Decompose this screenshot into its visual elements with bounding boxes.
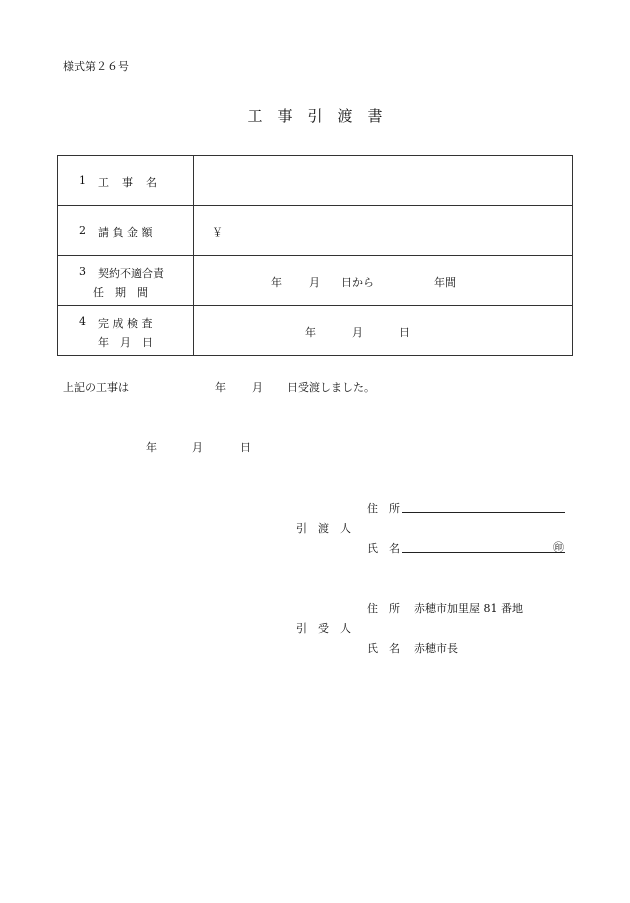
deliverer-name-field[interactable] xyxy=(402,538,565,553)
label-construction-name: 工 事 名 xyxy=(98,176,158,189)
label-cell xyxy=(58,156,194,206)
value-construction-name[interactable] xyxy=(194,156,573,206)
form-number: 様式第２６号 xyxy=(63,60,129,73)
label-warranty-line2: 任 期 間 xyxy=(93,286,148,299)
label-inspection-line1: 完 成 検 査 xyxy=(98,317,153,330)
label-cell xyxy=(58,306,194,356)
table-row-contract-amount xyxy=(58,206,573,256)
row-number: 2 xyxy=(79,224,86,237)
receiver-address-label: 住 所 xyxy=(367,602,400,615)
deliverer-address-field[interactable] xyxy=(402,498,565,513)
label-inspection-line2: 年 月 日 xyxy=(98,336,153,349)
deliverer-name-label: 氏 名 xyxy=(367,542,400,555)
document-title: 工事引渡書 xyxy=(247,107,398,125)
value-contract-amount[interactable] xyxy=(194,206,573,256)
value-warranty-period[interactable]: 年 月 日から 年間 xyxy=(194,256,573,306)
row-number: 3 xyxy=(79,265,86,278)
statement-year: 年 xyxy=(215,381,226,394)
statement-month: 月 xyxy=(252,381,263,394)
receiver-name-label: 氏 名 xyxy=(367,642,400,655)
label-cell xyxy=(58,256,194,306)
date-year: 年 xyxy=(146,441,157,454)
statement-prefix: 上記の工事は xyxy=(63,381,129,394)
receiver-address-value: 赤穂市加里屋 81 番地 xyxy=(414,602,523,615)
row-number: 1 xyxy=(79,174,86,187)
label-cell xyxy=(58,206,194,256)
date-day: 日 xyxy=(240,441,251,454)
table-row-completion-inspection xyxy=(58,306,573,356)
receiver-name-value: 赤穂市長 xyxy=(414,642,458,655)
deliverer-role: 引 渡 人 xyxy=(296,522,351,535)
seal-mark: ㊞ xyxy=(553,541,564,554)
label-warranty-line1: 契約不適合責 xyxy=(98,267,164,280)
table-row-warranty-period xyxy=(58,256,573,306)
table-row-construction-name xyxy=(58,156,573,206)
label-contract-amount: 請 負 金 額 xyxy=(98,226,153,239)
main-table xyxy=(57,155,573,356)
row-number: 4 xyxy=(79,315,86,328)
date-month: 月 xyxy=(192,441,203,454)
receiver-role: 引 受 人 xyxy=(296,622,351,635)
deliverer-address-label: 住 所 xyxy=(367,502,400,515)
yen-sign: ￥ xyxy=(212,226,223,239)
statement-suffix: 日受渡しました。 xyxy=(287,381,375,394)
value-completion-inspection[interactable]: 年 月 日 xyxy=(194,306,573,356)
